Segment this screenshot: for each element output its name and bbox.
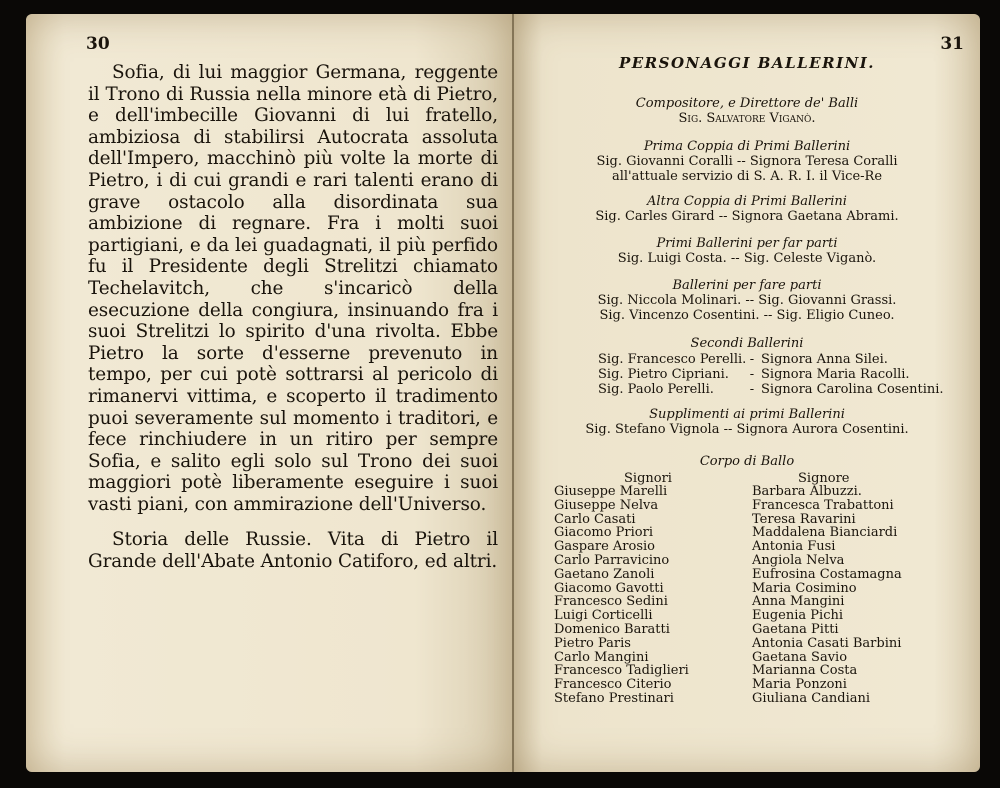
other-couple-heading: Altra Coppia di Primi Ballerini: [647, 194, 847, 209]
composer-block: [514, 96, 980, 126]
list-item: Gaetana Savio: [752, 649, 848, 665]
list-item: Francesco Citerio: [554, 677, 672, 693]
men-list: [554, 485, 689, 706]
right-page: [514, 14, 980, 772]
secondi-man: Sig. Pietro Cipriani.: [598, 367, 729, 382]
supplimenti-line: Sig. Stefano Vignola -- Signora Aurora Cosentini.: [585, 422, 909, 438]
list-item: Giuseppe Nelva: [554, 497, 659, 513]
other-couple-block: [514, 194, 980, 224]
list-item: Luigi Corticelli: [554, 608, 653, 624]
secondi-woman: Signora Anna Silei.: [761, 352, 888, 367]
secondi-dash: -: [749, 352, 755, 367]
list-item: Maria Ponzoni: [752, 677, 847, 693]
other-couple-line: Sig. Carles Girard -- Signora Gaetana Abrami.: [595, 209, 899, 225]
page-number-left: 30: [86, 34, 110, 54]
list-item: Francesco Sedini: [554, 594, 668, 610]
list-item: Giuseppe Marelli: [554, 484, 668, 499]
secondi-man: Sig. Francesco Perelli.: [598, 352, 747, 367]
secondi-heading: Secondi Ballerini: [690, 336, 804, 351]
primi-parti-line: Sig. Luigi Costa. -- Sig. Celeste Viganò.: [617, 251, 877, 267]
first-couple-line: Sig. Giovanni Coralli -- Signora Teresa Coralli: [596, 154, 898, 170]
secondi-row: [598, 382, 944, 397]
first-couple-heading: Prima Coppia di Primi Ballerini: [643, 139, 851, 154]
men-heading: Signori: [624, 471, 672, 486]
list-item: Anna Mangini: [752, 594, 845, 610]
list-item: Giacomo Priori: [554, 525, 654, 541]
list-item: Stefano Prestinari: [554, 690, 674, 706]
supplimenti-block: [514, 407, 980, 437]
ballerini-parti-line-2: Sig. Vincenzo Cosentini. -- Sig. Eligio Cuneo.: [599, 308, 895, 324]
secondi-woman: Signora Maria Racolli.: [761, 367, 910, 382]
list-item: Maddalena Bianciardi: [752, 525, 898, 541]
secondi-man: Sig. Paolo Perelli.: [598, 382, 714, 397]
source-citation: Storia delle Russie. Vita di Pietro il Grande dell'Abate Antonio Catiforo, ed altri.: [88, 529, 498, 573]
page-number-right: 31: [940, 34, 964, 54]
ballerini-parti-block: [514, 278, 980, 324]
list-item: Pietro Paris: [554, 635, 631, 651]
list-item: Carlo Mangini: [554, 649, 649, 665]
list-item: Carlo Parravicino: [554, 552, 670, 568]
secondi-list: [598, 352, 944, 397]
corpo-heading: Corpo di Ballo: [699, 454, 795, 469]
list-item: Barbara Albuzzi.: [752, 484, 862, 499]
secondi-dash: -: [749, 367, 755, 382]
left-page: [26, 14, 512, 772]
main-paragraph: Sofia, di lui maggior Germana, reggente il Trono di Russia nella minore età di Pietro, e dell'imbecille Giovanni di lui fratello, ambiziosa di stabilirsi Autocrata assoluta dell'Impero, macchinò più volte la morte di Pietro, i di cui grandi e rari talenti erano di grave ostacolo alla disordinata sua ambizione di regnare. Fra i molti suoi partigiani, e da lei guadagnati, il più perfido fu il Presidente degli Strelitzi chiamato Techelavitch, che s'incaricò della esecuzione della congiura, insinuando fra i suoi Strelitzi lo spirito d'una rivolta. Ebbe Pietro la sorte d'esserne prevenuto in tempo, per cui potè sottrarsi al pericolo di rimanervi vittima, e scoperto il tradimento puoi severamente sul momento i traditori, e fece rinchiudere in un ritiro per sempre Sofia, e salito egli solo sul Trono dei suoi maggiori potè liberamente eseguire i suoi vasti piani, con ammirazione dell'Universo.: [88, 62, 498, 515]
secondi-woman: Signora Carolina Cosentini.: [761, 382, 944, 397]
first-couple-service: all'attuale servizio di S. A. R. I. il Vice-Re: [611, 169, 883, 185]
list-item: Francesco Tadiglieri: [554, 663, 689, 679]
list-item: Eugenia Pichi: [752, 608, 844, 624]
list-item: Giuliana Candiani: [752, 690, 871, 706]
secondi-row: [598, 367, 944, 382]
ballerini-parti-heading: Ballerini per fare parti: [672, 278, 822, 293]
women-list: [752, 485, 902, 706]
list-item: Francesca Trabattoni: [752, 497, 894, 513]
list-item: Maria Cosimino: [752, 580, 857, 596]
list-item: Gaspare Arosio: [554, 539, 656, 555]
secondi-row: [598, 352, 944, 367]
list-item: Antonia Casati Barbini: [752, 635, 902, 651]
first-couple-block: [514, 139, 980, 185]
list-item: Giacomo Gavotti: [554, 580, 664, 596]
list-item: Eufrosina Costamagna: [752, 566, 902, 582]
supplimenti-heading: Supplimenti ai primi Ballerini: [649, 407, 845, 422]
list-item: Teresa Ravarini: [752, 511, 856, 527]
list-item: Antonia Fusi: [752, 539, 836, 555]
secondi-heading-block: [514, 336, 980, 351]
secondi-dash: -: [749, 382, 755, 397]
composer-name: Sig. Salvatore Viganò.: [678, 111, 816, 127]
primi-parti-block: [514, 236, 980, 266]
ballerini-parti-line-1: Sig. Niccola Molinari. -- Sig. Giovanni Grassi.: [597, 293, 897, 309]
primi-parti-heading: Primi Ballerini per far parti: [656, 236, 838, 251]
left-body-text: [88, 62, 498, 573]
women-heading: Signore: [798, 471, 850, 486]
list-item: Gaetano Zanoli: [554, 566, 655, 582]
list-item: Marianna Costa: [752, 663, 858, 679]
list-item: Domenico Baratti: [554, 621, 670, 637]
list-item: Angiola Nelva: [752, 552, 845, 568]
list-item: Gaetana Pitti: [752, 621, 839, 637]
list-item: Carlo Casati: [554, 511, 636, 527]
composer-heading: Compositore, e Direttore de' Balli: [635, 96, 859, 111]
running-head: PERSONAGGI BALLERINI.: [618, 54, 876, 72]
